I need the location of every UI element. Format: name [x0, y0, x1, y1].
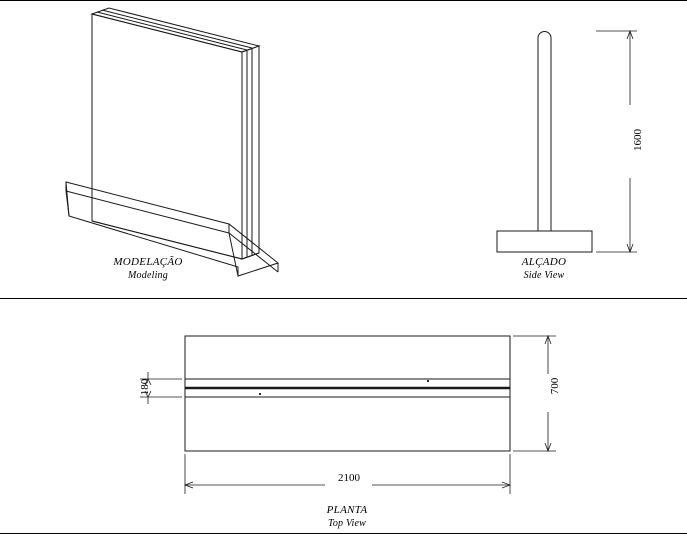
view-caption-side-view-pt: ALÇADO	[521, 256, 567, 268]
sheet-border-top	[0, 0, 687, 1]
sheet-divider	[0, 298, 687, 299]
dimension-label-180: 180	[139, 378, 151, 396]
view-caption-top-view	[277, 504, 417, 530]
view-caption-top-view-pt: PLANTA	[326, 504, 368, 516]
view-caption-modeling	[63, 256, 233, 282]
view-caption-modeling-en: Modeling	[128, 269, 168, 281]
dimension-label-2100: 2100	[338, 472, 360, 484]
dimension-label-700: 700	[549, 377, 561, 395]
view-caption-side-view-en: Side View	[523, 269, 565, 281]
top-plan-view	[185, 336, 510, 451]
view-caption-modeling-pt: MODELAÇÃO	[113, 256, 183, 268]
view-caption-top-view-en: Top View	[328, 517, 366, 529]
view-caption-side-view	[474, 256, 614, 282]
side-view-dimension-1600	[596, 31, 637, 252]
side-elevation-view	[497, 32, 592, 253]
dimension-label-1600: 1600	[632, 129, 644, 151]
modeling-isometric-view	[66, 8, 278, 276]
